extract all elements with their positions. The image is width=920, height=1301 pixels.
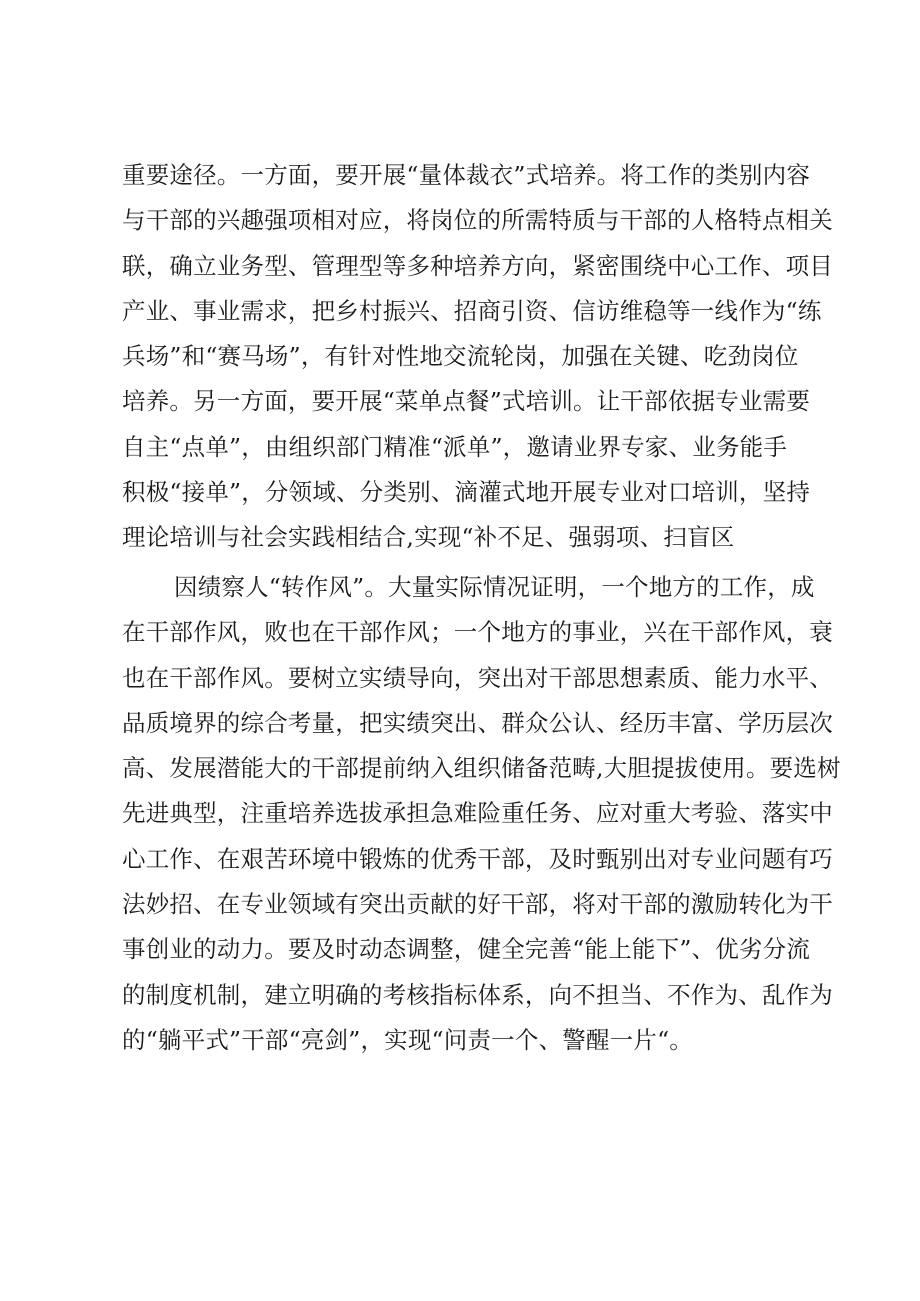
- paragraph-line: 兵场”和“赛马场”，有针对性地交流轮岗，加强在关键、吃劲岗位: [122, 342, 799, 371]
- paragraph-line: 重要途径。一方面，要开展“量体裁衣”式培养。将工作的类别内容: [122, 161, 811, 189]
- paragraph-line: 自主“点单”，由组织部门精准“派单”，邀请业界专家、业务能手: [122, 432, 788, 461]
- paragraph-line: 与干部的兴趣强项相对应，将岗位的所需特质与干部的人格特点相关: [122, 206, 833, 235]
- paragraph-line: 品质境界的综合考量，把实绩突出、群众公认、经历丰富、学历层次: [122, 708, 833, 737]
- paragraph-work-style: [122, 565, 841, 1063]
- paragraph-line: 也在干部作风。要树立实绩导向，突出对干部思想素质、能力水平、: [122, 663, 833, 692]
- paragraph-line: 因绩察人“转作风”。大量实际情况证明，一个地方的工作，成: [174, 573, 815, 601]
- paragraph-line: 培养。另一方面，要开展“菜单点餐”式培训。让干部依据专业需要: [122, 387, 811, 416]
- paragraph-training: [122, 153, 833, 561]
- paragraph-line: 法妙招、在专业领域有突出贡献的好干部，将对干部的激励转化为干: [122, 890, 833, 919]
- paragraph-line: 事创业的动力。要及时动态调整，健全完善“能上能下”、优劣分流: [122, 935, 811, 964]
- paragraph-line: 产业、事业需求，把乡村振兴、招商引资、信访维稳等一线作为“练: [122, 296, 822, 325]
- paragraph-line: 的制度机制，建立明确的考核指标体系，向不担当、不作为、乱作为: [122, 980, 833, 1009]
- paragraph-line: 理论培训与社会实践相结合,实现“补不足、强弱项、扫盲区: [122, 523, 735, 552]
- paragraph-line: 在干部作风，败也在干部作风；一个地方的事业，兴在干部作风，衰: [122, 618, 833, 647]
- paragraph-line: 联，确立业务型、管理型等多种培养方向，紧密围绕中心工作、项目: [122, 251, 833, 280]
- paragraph-line: 的“躺平式”干部“亮剑”，实现“问责一个、警醒一片“。: [122, 1025, 693, 1054]
- paragraph-line: 高、发展潜能大的干部提前纳入组织储备范畴,大胆提拔使用。要选树: [122, 754, 841, 783]
- paragraph-line: 心工作、在艰苦环境中锻炼的优秀干部，及时甄别出对专业问题有巧: [122, 844, 833, 873]
- paragraph-line: 先进典型，注重培养选拔承担急难险重任务、应对重大考验、落实中: [122, 799, 833, 828]
- paragraph-line: 积极“接单”，分领域、分类别、滴灌式地开展专业对口培训，坚持: [122, 478, 811, 507]
